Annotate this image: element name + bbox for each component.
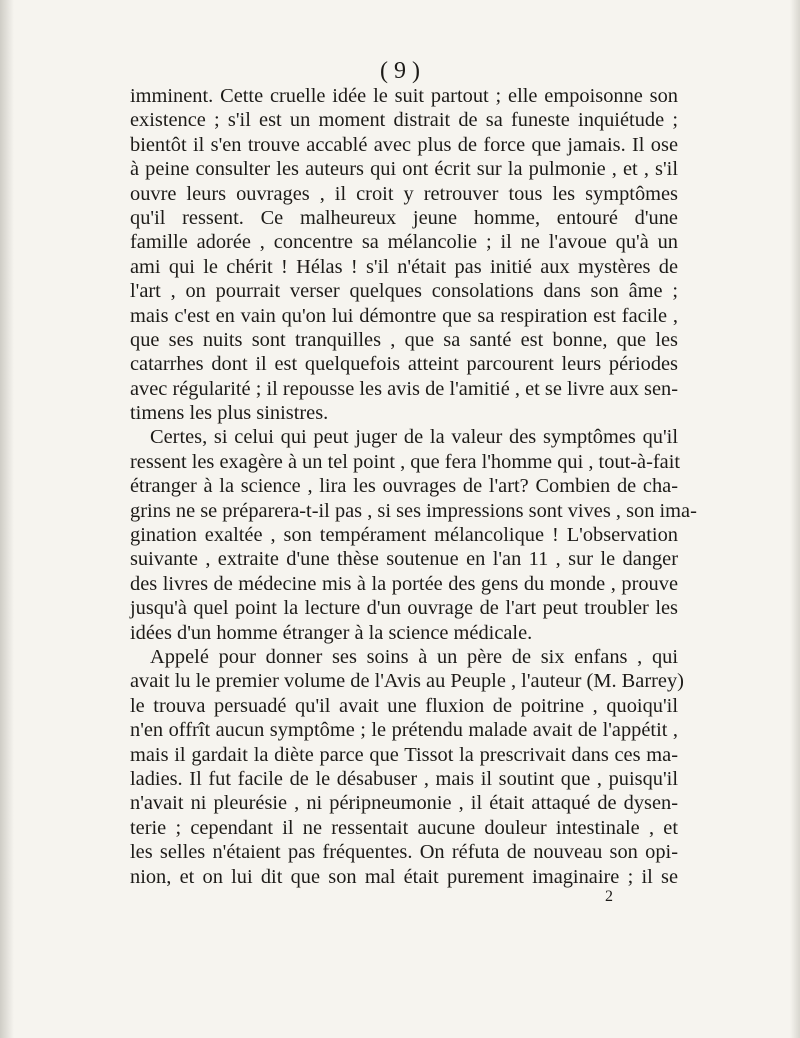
body-text [130, 84, 697, 889]
page-number: ( 9 ) [380, 58, 420, 84]
paragraph-2 [130, 425, 697, 645]
text-line: l'art , on pourrait verser quelques consolations dans son âme ; [130, 280, 678, 303]
text-line: avait lu le premier volume de l'Avis au Peuple , l'auteur (M. Barrey) [130, 670, 684, 693]
text-line: qu'il ressent. Ce malheureux jeune homme, entouré d'une [130, 206, 678, 229]
text-line: imminent. Cette cruelle idée le suit partout ; elle empoisonne son [130, 85, 678, 107]
text-line: jusqu'à quel point la lecture d'un ouvrage de l'art peut troubler les [130, 597, 678, 620]
binding-gutter-shadow [0, 0, 14, 1038]
text-line: étranger à la science , lira les ouvrages de l'art? Combien de cha- [130, 475, 678, 498]
text-line: terie ; cependant il ne ressentait aucune douleur intestinale , et [130, 816, 678, 839]
text-line: le trouva persuadé qu'il avait une fluxion de poitrine , quoiqu'il [130, 694, 678, 717]
text-line: grins ne se préparera-t-il pas , si ses impressions sont vives , son ima- [130, 499, 697, 522]
text-line: n'en offrît aucun symptôme ; le prétendu malade avait de l'appétit , [130, 719, 678, 742]
text-line: mais il gardait la diète parce que Tissot la prescrivait dans ces ma- [130, 743, 678, 766]
text-line: à peine consulter les auteurs qui ont écrit sur la pulmonie , et , s'il [130, 158, 678, 181]
text-line: catarrhes dont il est quelquefois atteint parcourent leurs périodes [130, 353, 678, 376]
signature-mark: 2 [605, 888, 613, 905]
text-line: avec régularité ; il repousse les avis de l'amitié , et se livre aux sen- [130, 377, 678, 400]
text-line: Certes, si celui qui peut juger de la valeur des symptômes qu'il [150, 426, 678, 449]
text-line: famille adorée , concentre sa mélancolie ; il ne l'avoue qu'à un [130, 231, 678, 254]
text-line: bientôt il s'en trouve accablé avec plus de force que jamais. Il ose [130, 133, 678, 156]
text-line: ami qui le chérit ! Hélas ! s'il n'était pas initié aux mystères de [130, 255, 678, 278]
text-line: suivante , extraite d'une thèse soutenue en l'an 11 , sur le danger [130, 548, 678, 571]
page-edge-shadow [790, 0, 800, 1038]
text-line: des livres de médecine mis à la portée des gens du monde , prouve [130, 572, 678, 595]
paragraph-3 [130, 645, 684, 889]
text-line: nion, et on lui dit que son mal était purement imaginaire ; il se [130, 865, 678, 888]
text-line: que ses nuits sont tranquilles , que sa santé est bonne, que les [130, 328, 678, 351]
text-line: ouvre leurs ouvrages , il croit y retrouver tous les symptômes [130, 182, 678, 205]
text-line: les selles n'étaient pas fréquentes. On réfuta de nouveau son opi- [130, 841, 678, 864]
text-line: ladies. Il fut facile de le désabuser , mais il soutint que , puisqu'il [130, 767, 678, 790]
paragraph-1 [130, 84, 678, 425]
text-line: idées d'un homme étranger à la science médicale. [130, 621, 533, 644]
text-line: gination exaltée , son tempérament mélancolique ! L'observation [130, 524, 678, 547]
text-line: existence ; s'il est un moment distrait de sa funeste inquiétude ; [130, 109, 678, 132]
text-line: timens les plus sinistres. [130, 402, 329, 425]
text-line: n'avait ni pleurésie , ni péripneumonie , il était attaqué de dysen- [130, 792, 678, 815]
text-line: mais c'est en vain qu'on lui démontre que sa respiration est facile , [130, 304, 678, 327]
text-line: Appelé pour donner ses soins à un père de six enfans , qui [150, 645, 678, 668]
text-line: ressent les exagère à un tel point , que fera l'homme qui , tout-à-fait [130, 450, 681, 473]
